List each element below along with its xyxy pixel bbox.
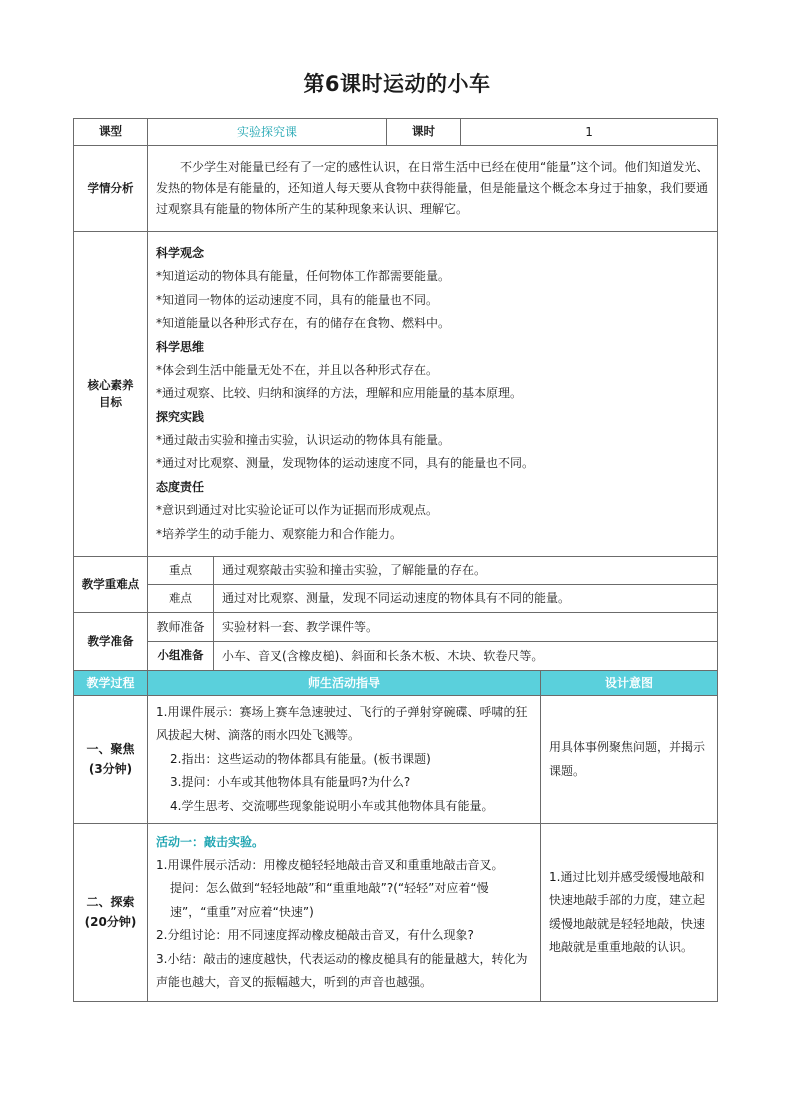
- activity-heading: 活动一：敲击实验。: [156, 834, 265, 849]
- activity-line: 提问：怎么做到“轻轻地敲”和“重重地敲”?(“轻轻”对应着“慢速”，“重重”对应着“快速”): [170, 881, 489, 919]
- lesson-plan-table: [73, 118, 718, 1002]
- group-prep-text: 小车、音叉(含橡皮槌)、斜面和长条木板、木块、软卷尺等。: [214, 642, 718, 671]
- lesson-type-row: [74, 119, 718, 146]
- analysis-cell: [148, 146, 718, 232]
- analysis-row: [74, 146, 718, 232]
- step-explore-time: (20分钟): [84, 914, 137, 929]
- core-section-heading: 探究实践: [156, 409, 205, 424]
- difficulty-row: [74, 585, 718, 613]
- core-row: [74, 232, 718, 557]
- analysis-label: 学情分析: [74, 146, 148, 232]
- core-item: *知道能量以各种形式存在，有的储存在食物、燃料中。: [156, 316, 451, 331]
- activity-line: 1.用课件展示：赛场上赛车急速驶过、飞行的子弹射穿碗碟、呼啸的狂风拔起大树、滴落的雨水四处飞溅等。: [156, 705, 528, 743]
- group-prep-label: 小组准备: [148, 642, 214, 671]
- step-focus-row: [74, 696, 718, 824]
- core-cell: [148, 232, 718, 557]
- process-header-activities: 师生活动指导: [148, 671, 541, 696]
- group-prep-row: [74, 642, 718, 671]
- focus-text: 通过观察敲击实验和撞击实验，了解能量的存在。: [214, 557, 718, 585]
- activity-line: 2.分组讨论：用不同速度挥动橡皮槌敲击音叉，有什么现象?: [156, 928, 474, 943]
- core-item: *知道同一物体的运动速度不同，具有的能量也不同。: [156, 292, 439, 307]
- activity-line: 3.小结：敲击的速度越快，代表运动的橡皮槌具有的能量越大，转化为声能也越大，音叉的振幅越大，听到的声音也越强。: [156, 951, 528, 989]
- teacher-prep-row: [74, 613, 718, 642]
- core-label-line1: 核心素养: [87, 377, 134, 392]
- activity-line: 1.用课件展示活动：用橡皮槌轻轻地敲击音叉和重重地敲击音叉。: [156, 858, 504, 873]
- core-label-line2: 目标: [99, 395, 122, 409]
- core-item: *通过敲击实验和撞击实验，认识运动的物体具有能量。: [156, 433, 451, 448]
- core-item: *通过对比观察、测量，发现物体的运动速度不同，具有的能量也不同。: [156, 456, 535, 471]
- difficulty-text: 通过对比观察、测量，发现不同运动速度的物体具有不同的能量。: [214, 585, 718, 613]
- activity-line: 3.提问：小车或其他物体具有能量吗?为什么?: [170, 775, 411, 790]
- step-explore-name: 二、探索: [86, 895, 135, 910]
- lesson-type-label: 课型: [74, 119, 148, 146]
- focus-row: [74, 557, 718, 585]
- core-section-heading: 科学思维: [156, 339, 205, 354]
- step-explore-activities: [148, 824, 541, 1002]
- step-explore-label: [74, 824, 148, 1002]
- activity-line: 2.指出：这些运动的物体都具有能量。(板书课题): [170, 751, 431, 766]
- core-item: *体会到生活中能量无处不在，并且以各种形式存在。: [156, 362, 439, 377]
- lesson-type-value: 实验探究课: [148, 119, 387, 146]
- period-label: 课时: [387, 119, 461, 146]
- core-item: *通过观察、比较、归纳和演绎的方法，理解和应用能量的基本原理。: [156, 386, 523, 401]
- core-section-heading: 科学观念: [156, 245, 205, 260]
- keypoints-label: 教学重难点: [74, 557, 148, 613]
- step-focus-label: [74, 696, 148, 824]
- core-item: *知道运动的物体具有能量，任何物体工作都需要能量。: [156, 269, 451, 284]
- teacher-prep-label: 教师准备: [148, 613, 214, 642]
- prep-label: 教学准备: [74, 613, 148, 671]
- process-header-intent: 设计意图: [541, 671, 718, 696]
- process-header-row: [74, 671, 718, 696]
- focus-label: 重点: [148, 557, 214, 585]
- teacher-prep-text: 实验材料一套、教学课件等。: [214, 613, 718, 642]
- step-focus-intent: 用具体事例聚焦问题，并揭示课题。: [541, 696, 718, 824]
- analysis-text: 不少学生对能量已经有了一定的感性认识，在日常生活中已经在使用“能量”这个词。他们知道发光、发热的物体是有能量的，还知道人每天要从食物中获得能量，但是能量这个概念本身过于抽象，我们要通过观察具有能量的物体所产生的某种现象来认识、理解它。: [156, 160, 709, 216]
- step-focus-time: (3分钟): [88, 761, 133, 776]
- process-header-steps: 教学过程: [74, 671, 148, 696]
- core-section-heading: 态度责任: [156, 479, 205, 494]
- activity-line: 4.学生思考、交流哪些现象能说明小车或其他物体具有能量。: [170, 798, 494, 813]
- core-item: *意识到通过对比实验论证可以作为证据而形成观点。: [156, 503, 439, 518]
- step-explore-intent: 1.通过比划并感受缓慢地敲和快速地敲手部的力度，建立起缓慢地敲就是轻轻地敲，快速地敲就是重重地敲的认识。: [541, 824, 718, 1002]
- core-label: [74, 232, 148, 557]
- step-focus-name: 一、聚焦: [86, 742, 135, 757]
- core-item: *培养学生的动手能力、观察能力和合作能力。: [156, 526, 403, 541]
- page-title: 第6课时运动的小车: [303, 72, 491, 96]
- step-focus-activities: [148, 696, 541, 824]
- step-explore-row: [74, 824, 718, 1002]
- period-value: 1: [461, 119, 718, 146]
- difficulty-label: 难点: [148, 585, 214, 613]
